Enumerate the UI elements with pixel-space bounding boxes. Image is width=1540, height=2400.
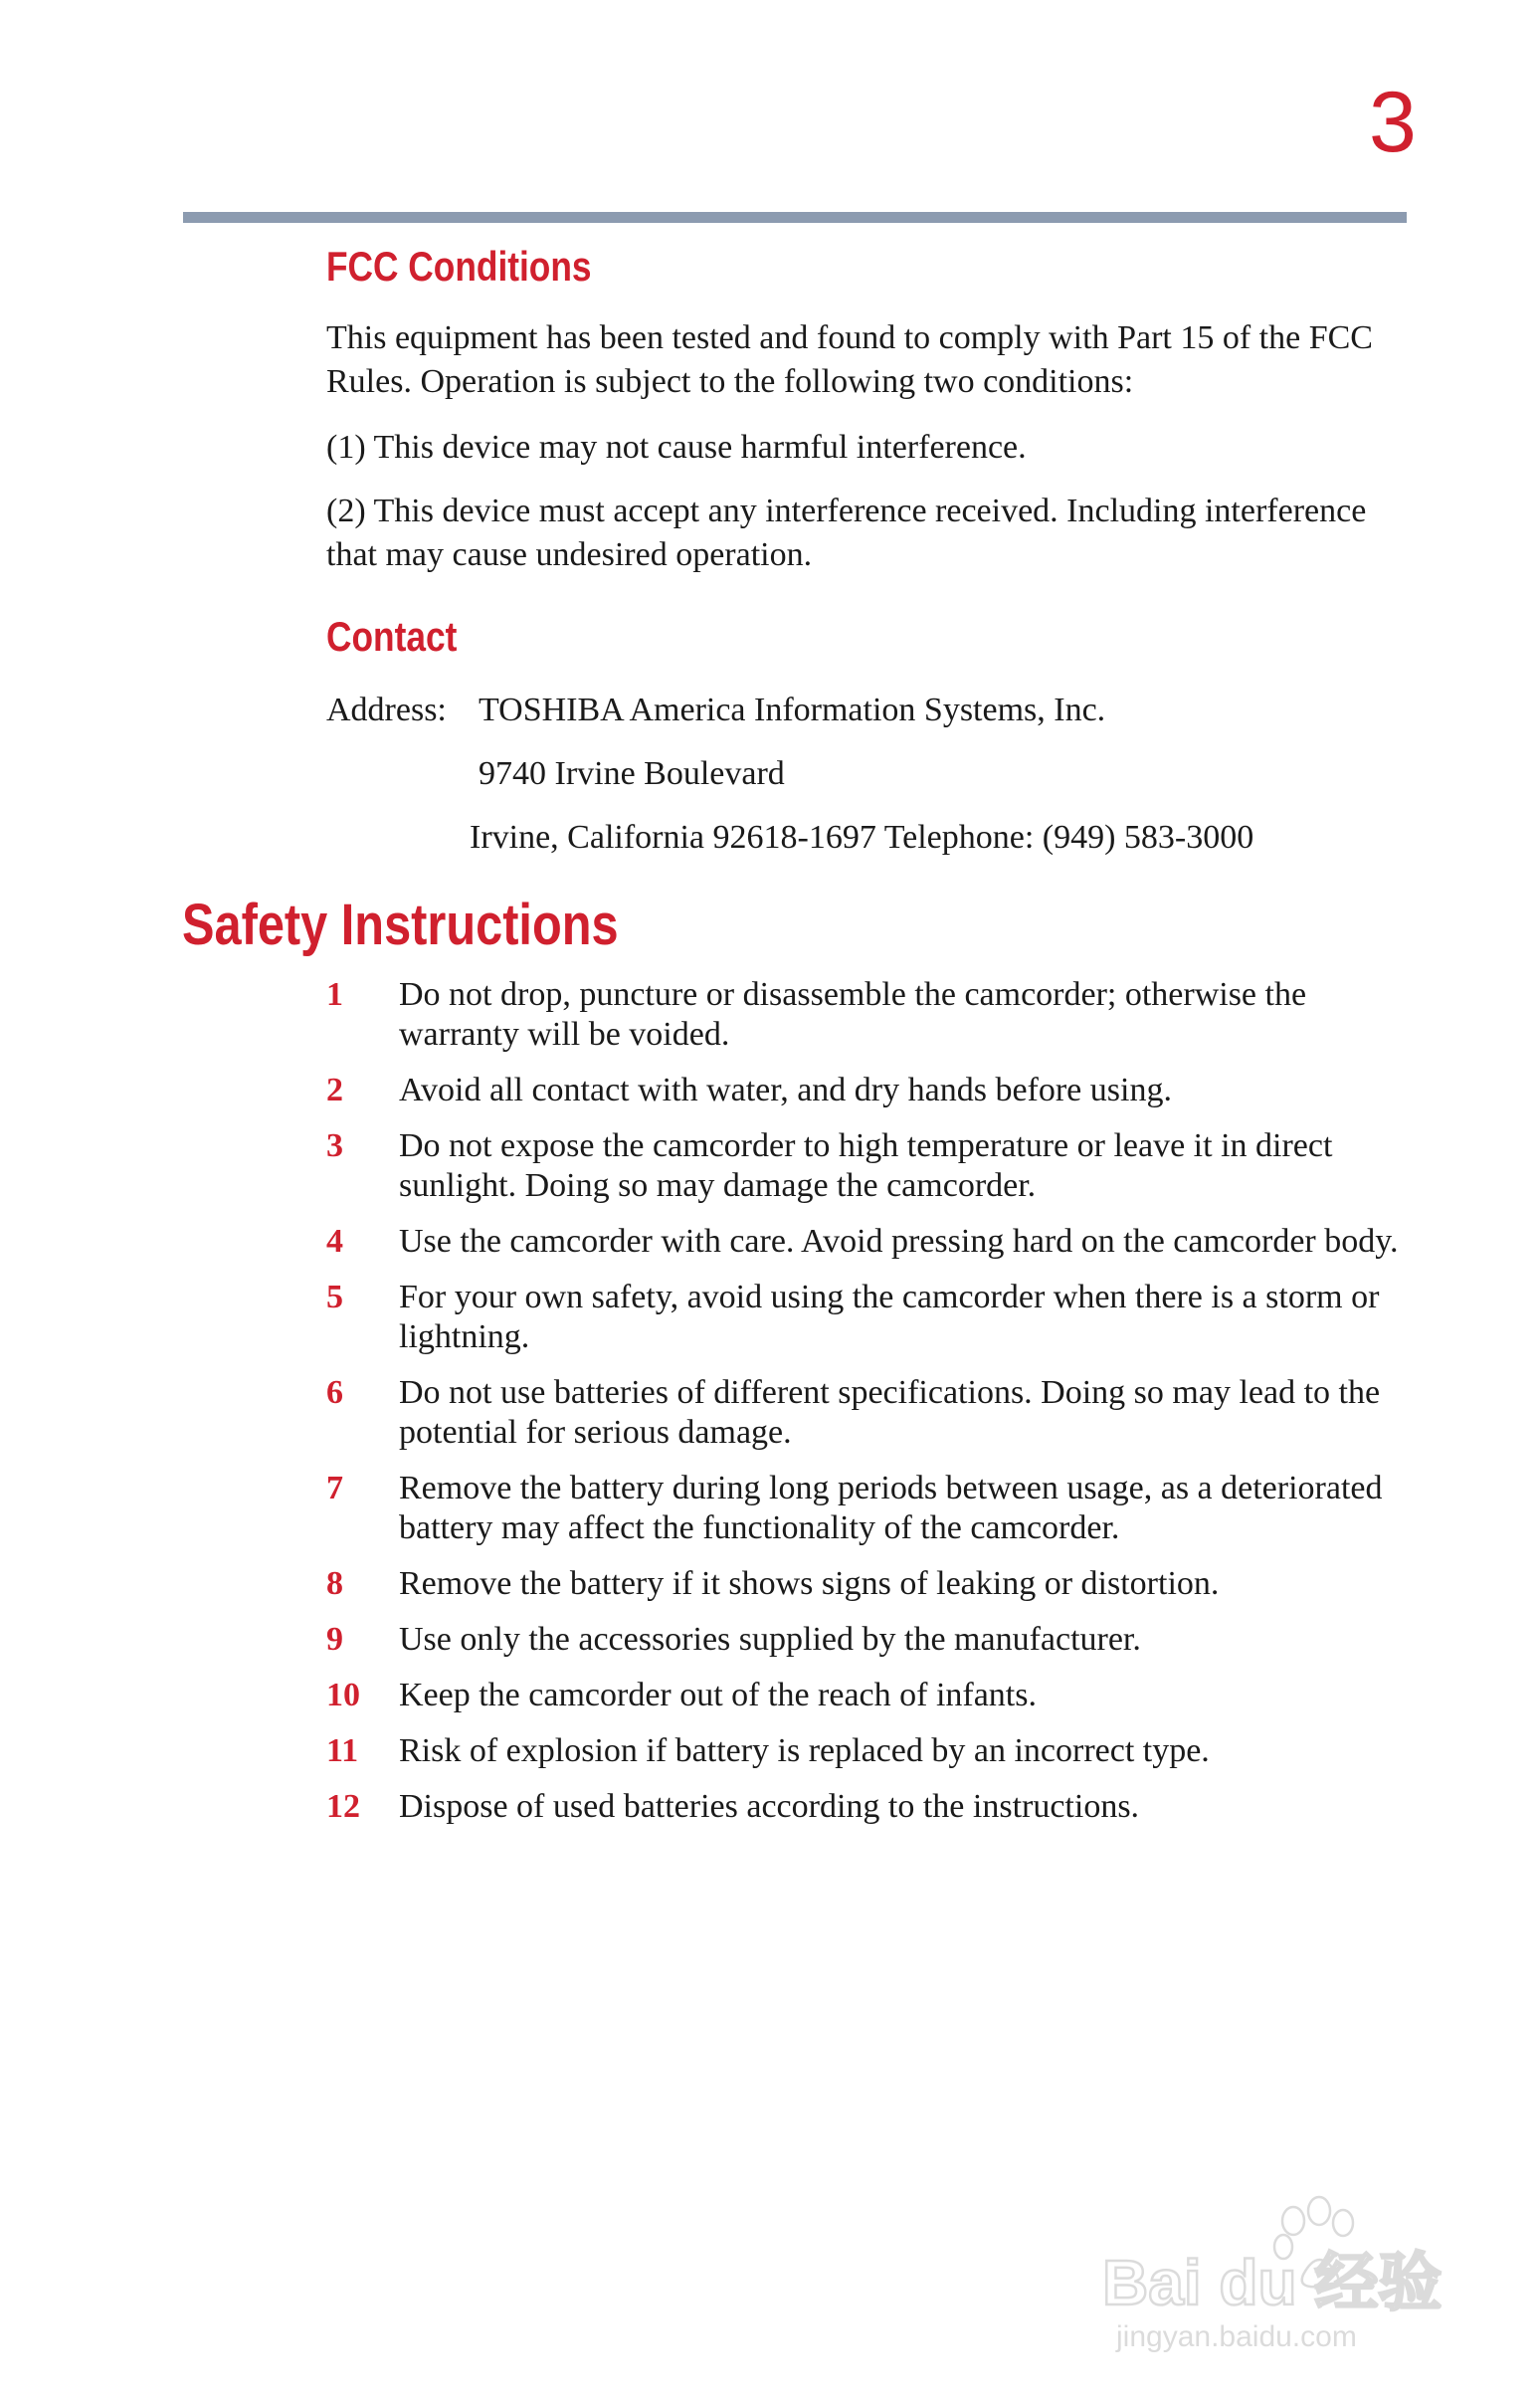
item-number: 5 (326, 1279, 343, 1315)
item-number: 1 (326, 976, 343, 1013)
header-rule (183, 212, 1407, 223)
item-number: 6 (326, 1374, 343, 1411)
list-item (326, 1373, 1411, 1453)
address-label: Address: (326, 692, 447, 728)
fcc-intro: This equipment has been tested and found to comply with Part 15 of the FCC Rules. Operation is subject to the following two conditions: (326, 319, 1373, 400)
item-number: 7 (326, 1470, 343, 1506)
address-line-2: 9740 Irvine Boulevard (479, 755, 785, 792)
baidu-watermark (1098, 2177, 1456, 2356)
list-item (326, 1071, 1411, 1110)
safety-list (326, 975, 1411, 1843)
list-item (326, 1222, 1411, 1262)
item-text: Remove the battery during long periods between usage, as a deteriorated battery may affect the functionality of the camcorder. (399, 1470, 1383, 1546)
watermark-brand: Bai du 经验 (1102, 2247, 1443, 2318)
item-text: Use only the accessories supplied by the manufacturer. (399, 1621, 1141, 1658)
item-text: Do not use batteries of different specifications. Doing so may lead to the potential for serious damage. (399, 1374, 1381, 1451)
list-item (326, 975, 1411, 1055)
item-text: Dispose of used batteries according to the instructions. (399, 1788, 1140, 1825)
item-text: For your own safety, avoid using the camcorder when there is a storm or lightning. (399, 1279, 1380, 1355)
fcc-condition-1: (1) This device may not cause harmful interference. (326, 429, 1027, 466)
list-item (326, 1676, 1411, 1715)
item-text: Do not expose the camcorder to high temperature or leave it in direct sunlight. Doing so may damage the camcorder. (399, 1127, 1333, 1204)
item-number: 3 (326, 1127, 343, 1164)
item-number: 9 (326, 1621, 343, 1658)
list-item (326, 1469, 1411, 1548)
item-number: 2 (326, 1072, 343, 1108)
item-number: 10 (326, 1677, 360, 1713)
list-item (326, 1787, 1411, 1827)
item-text: Risk of explosion if battery is replaced by an incorrect type. (399, 1732, 1210, 1769)
item-number: 11 (326, 1732, 359, 1769)
item-text: Keep the camcorder out of the reach of infants. (399, 1677, 1037, 1713)
item-text: Remove the battery if it shows signs of leaking or distortion. (399, 1565, 1220, 1602)
item-text: Use the camcorder with care. Avoid pressing hard on the camcorder body. (399, 1223, 1399, 1260)
list-item (326, 1620, 1411, 1660)
contact-heading: Contact (326, 613, 458, 660)
page-number: 3 (1369, 75, 1417, 170)
item-number: 12 (326, 1788, 360, 1825)
address-line-3: Irvine, California 92618-1697 Telephone: (949) 583-3000 (470, 819, 1254, 856)
item-text: Avoid all contact with water, and dry hands before using. (399, 1072, 1172, 1108)
address-line-1: TOSHIBA America Information Systems, Inc. (479, 692, 1106, 728)
list-item (326, 1731, 1411, 1771)
safety-heading: Safety Instructions (182, 893, 619, 957)
list-item (326, 1564, 1411, 1604)
item-number: 8 (326, 1565, 343, 1602)
watermark-url: jingyan.baidu.com (1116, 2320, 1357, 2353)
list-item (326, 1278, 1411, 1357)
fcc-condition-2: (2) This device must accept any interference received. Including interference that may cause undesired operation. (326, 493, 1367, 573)
item-number: 4 (326, 1223, 343, 1260)
list-item (326, 1126, 1411, 1206)
fcc-heading: FCC Conditions (326, 243, 592, 290)
item-text: Do not drop, puncture or disassemble the camcorder; otherwise the warranty will be voided. (399, 976, 1307, 1053)
